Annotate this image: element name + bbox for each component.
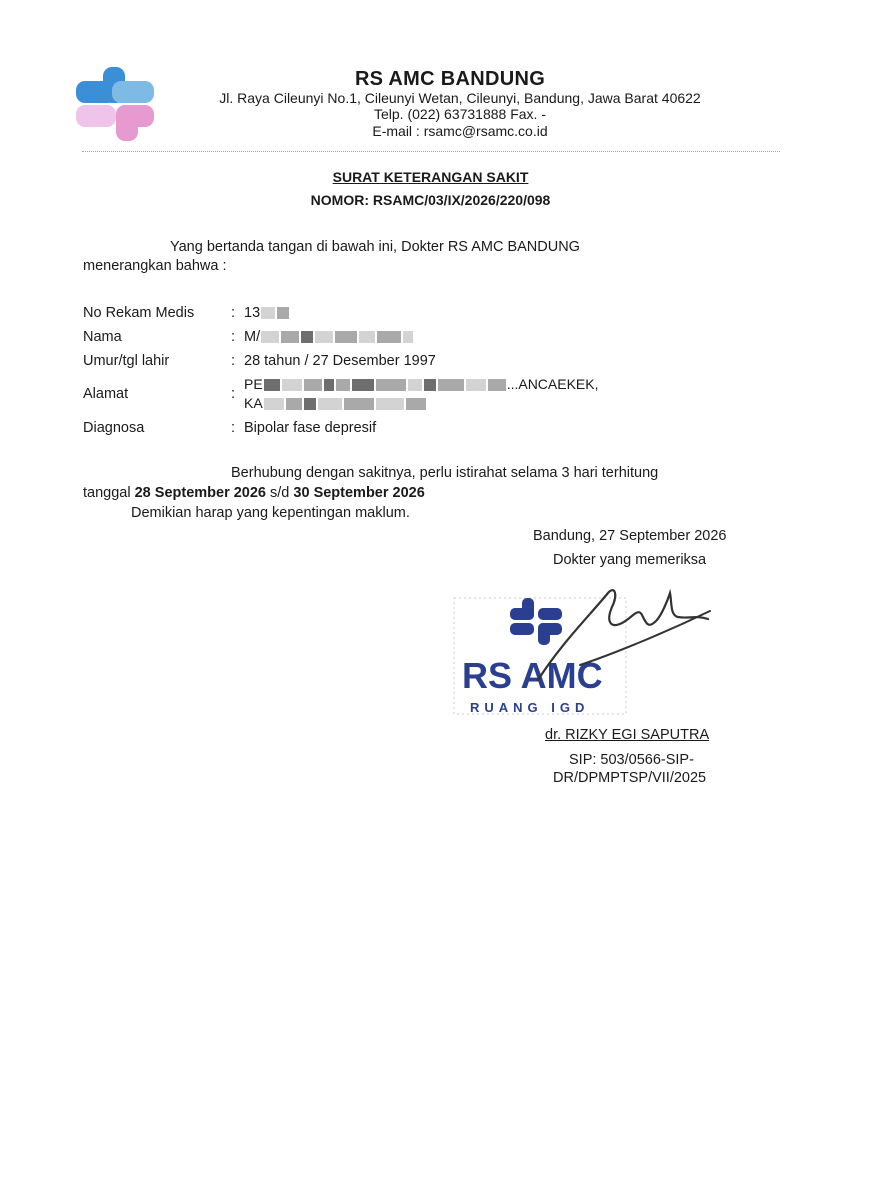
redaction-block xyxy=(335,331,357,343)
doctor-name: dr. RIZKY EGI SAPUTRA xyxy=(545,727,710,743)
rest-date-from: 28 September 2026 xyxy=(134,485,266,501)
redaction-block xyxy=(359,331,375,343)
header-divider xyxy=(82,151,780,152)
field-value-address-line-1 xyxy=(244,376,599,392)
field-label-name: Nama xyxy=(83,329,122,345)
redaction-block xyxy=(315,331,333,343)
signature-place-date: Bandung, 27 September 2026 xyxy=(533,528,727,544)
stamp-subtitle: RUANG IGD xyxy=(470,700,590,715)
address-visible-end: ...ANCAEKEK, xyxy=(506,376,599,392)
redaction-block xyxy=(261,307,275,319)
field-colon: : xyxy=(231,420,236,436)
field-label-age: Umur/tgl lahir xyxy=(83,353,170,369)
redaction-block xyxy=(264,398,284,410)
redaction-block xyxy=(438,379,464,391)
reason-line-3: Demikian harap yang kepentingan maklum. xyxy=(131,505,410,521)
redaction-block xyxy=(277,307,289,319)
redaction-block xyxy=(403,331,413,343)
field-label-diagnosis: Diagnosa xyxy=(83,420,145,436)
signature-role: Dokter yang memeriksa xyxy=(553,552,707,568)
field-value-age: 28 tahun / 27 Desember 1997 xyxy=(244,353,436,369)
doctor-sip-line-1: SIP: 503/0566-SIP- xyxy=(569,752,694,768)
document-title: SURAT KETERANGAN SAKIT xyxy=(332,169,529,185)
field-colon: : xyxy=(231,353,236,369)
field-colon: : xyxy=(231,305,236,321)
field-value-medical-record xyxy=(244,305,290,321)
redaction-block xyxy=(281,331,299,343)
rest-date-to: 30 September 2026 xyxy=(293,485,425,501)
redaction-block xyxy=(304,379,322,391)
redaction-block xyxy=(377,331,401,343)
redaction-block xyxy=(488,379,506,391)
redaction-block xyxy=(336,379,350,391)
redaction-block xyxy=(406,398,426,410)
name-visible: M/ xyxy=(244,329,261,345)
redaction-block xyxy=(286,398,302,410)
address-visible-line2: KA xyxy=(244,395,263,411)
field-colon: : xyxy=(231,386,236,402)
hospital-name: RS AMC BANDUNG xyxy=(354,68,546,90)
field-label-medical-record: No Rekam Medis xyxy=(83,305,195,321)
reason-line-1: Berhubung dengan sakitnya, perlu istirahat selama 3 hari terhitung xyxy=(231,465,659,481)
stamp-name: RS AMC xyxy=(462,655,603,696)
medical-record-visible: 13 xyxy=(244,305,261,321)
redaction-block xyxy=(264,379,280,391)
field-colon: : xyxy=(231,329,236,345)
redaction-block xyxy=(304,398,316,410)
reason-prefix: tanggal xyxy=(83,485,135,501)
redaction-block xyxy=(261,331,279,343)
field-label-address: Alamat xyxy=(83,386,129,402)
redaction-block xyxy=(408,379,422,391)
field-value-address-line-2 xyxy=(244,395,427,411)
reason-between: s/d xyxy=(266,485,294,501)
redaction-block xyxy=(301,331,313,343)
doctor-sip-line-2: DR/DPMPTSP/VII/2025 xyxy=(553,770,707,786)
address-visible-start: PE xyxy=(244,376,263,392)
document-number: NOMOR: RSAMC/03/IX/2026/220/098 xyxy=(310,192,551,208)
intro-line-2: menerangkan bahwa : xyxy=(83,258,227,274)
doctor-signature xyxy=(520,585,720,685)
hospital-phone: Telp. (022) 63731888 Fax. - xyxy=(374,106,546,122)
field-value-name xyxy=(244,329,414,345)
redaction-block xyxy=(282,379,302,391)
redaction-block xyxy=(466,379,486,391)
redaction-block xyxy=(344,398,374,410)
redaction-block xyxy=(376,398,404,410)
redaction-block xyxy=(318,398,342,410)
redaction-block xyxy=(424,379,436,391)
hospital-address: Jl. Raya Cileunyi No.1, Cileunyi Wetan, Cileunyi, Bandung, Jawa Barat 40622 xyxy=(219,90,701,106)
hospital-email: E-mail : rsamc@rsamc.co.id xyxy=(372,123,548,139)
redaction-block xyxy=(352,379,374,391)
reason-line-2 xyxy=(83,485,425,501)
hospital-logo-icon xyxy=(76,67,156,141)
redaction-block xyxy=(324,379,334,391)
field-value-diagnosis: Bipolar fase depresif xyxy=(244,420,377,436)
intro-line-1: Yang bertanda tangan di bawah ini, Dokter RS AMC BANDUNG xyxy=(170,239,580,255)
redaction-block xyxy=(376,379,406,391)
